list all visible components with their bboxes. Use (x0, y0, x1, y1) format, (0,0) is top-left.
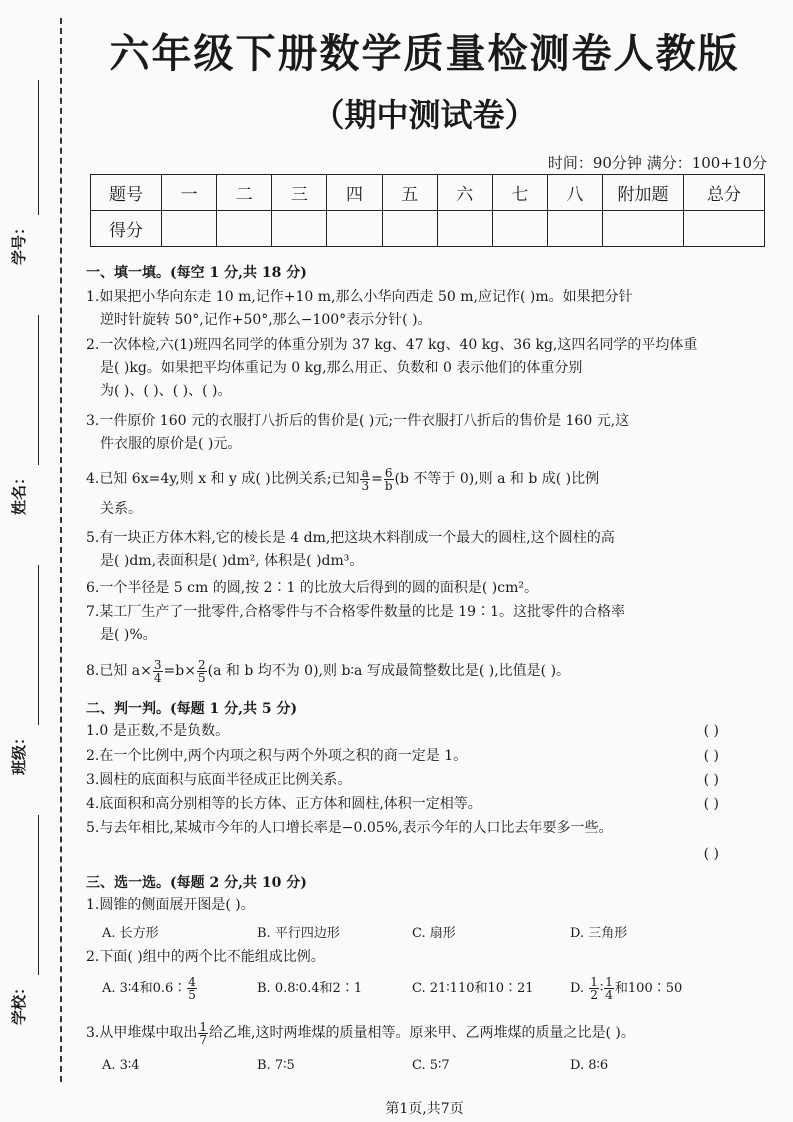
question-line (86, 464, 756, 494)
judge-item-5 (86, 817, 756, 840)
option-text: 和100∶50 (614, 981, 683, 996)
option-a[interactable]: A. 3∶4 (102, 1058, 140, 1073)
question-text: 2.下面( )组中的两个比不能组成比例。 (86, 949, 325, 965)
option-text: D. (570, 981, 585, 996)
fraction-numerator: 1 (605, 975, 613, 989)
question-text: (b 不等于 0),则 a 和 b 成( )比例 (394, 471, 600, 487)
question-text: 3.从甲堆煤中取出 (86, 1025, 198, 1041)
judge-item-3 (86, 769, 756, 792)
exam-info: 时间：90分钟 满分：100+10分 (547, 154, 767, 172)
fraction-denominator: 5 (197, 670, 206, 685)
fraction-1-over-7 (198, 1021, 208, 1046)
answer-paren[interactable]: ( ) (703, 772, 719, 788)
class-label: 班级： (10, 729, 28, 775)
score-table-score-row (91, 211, 765, 247)
choice-question-2 (86, 946, 756, 969)
option-a[interactable]: A. 长方形 (102, 926, 159, 941)
option-d[interactable]: D. 三角形 (570, 926, 628, 941)
question-1-3 (86, 410, 756, 456)
score-cell[interactable] (327, 211, 382, 247)
header-cell: 六 (437, 175, 492, 211)
fraction-numerator: 4 (188, 975, 196, 989)
judge-item-1 (86, 720, 756, 743)
question-text: 件衣服的原价是( )元。 (100, 436, 242, 452)
option-b[interactable]: B. 平行四边形 (257, 926, 340, 941)
student-id-field (8, 80, 48, 280)
header-cell: 二 (217, 175, 272, 211)
fraction-numerator: a (361, 465, 369, 480)
header-cell: 总分 (684, 175, 765, 211)
question-text: 是( )dm,表面积是( )dm², 体积是( )dm³。 (100, 553, 364, 569)
score-cell[interactable] (162, 211, 217, 247)
header-cell: 五 (382, 175, 437, 211)
question-1-8 (86, 656, 756, 686)
score-cell[interactable] (492, 211, 547, 247)
fraction-denominator: 3 (361, 478, 370, 493)
fraction-denominator: 4 (605, 988, 613, 1002)
fraction-denominator: 5 (188, 988, 196, 1002)
question-1-2 (86, 334, 756, 403)
question-text: 给乙堆,这时两堆煤的质量相等。原来甲、乙两堆煤的质量之比是( )。 (209, 1025, 635, 1041)
option-c[interactable]: C. 21∶110和10∶21 (412, 981, 534, 996)
page-footer: 第1页,共7页 (385, 1101, 464, 1117)
question-1-6 (86, 577, 756, 600)
section1-heading: 一、填一填。(每空 1 分,共 18 分) (86, 265, 307, 281)
binding-dashed-line (60, 18, 62, 1082)
option-a[interactable] (102, 974, 198, 1004)
question-text: 为( )、( )、( )、( )。 (100, 383, 232, 399)
score-cell[interactable] (603, 211, 684, 247)
option-c[interactable]: C. 5∶7 (412, 1058, 450, 1073)
question-text: 2.一次体检,六(1)班四名同学的体重分别为 37 kg、47 kg、40 kg、36 kg,这四名同学的平均体重 (86, 337, 698, 353)
fraction-denominator: 7 (199, 1032, 207, 1047)
question-text: 6.一个半径是 5 cm 的圆,按 2∶1 的比放大后得到的圆的面积是( )cm²。 (86, 580, 538, 596)
option-text: A. 3∶4和0.6∶ (102, 981, 187, 996)
question-text: 逆时针旋转 50°,记作+50°,那么−100°表示分针( )。 (100, 312, 432, 328)
score-cell[interactable] (382, 211, 437, 247)
page-title: 六年级下册数学质量检测卷人教版 (109, 30, 740, 77)
fraction-2-over-5 (197, 659, 207, 684)
option-b[interactable]: B. 7∶5 (257, 1058, 295, 1073)
fraction-3-over-4 (153, 659, 163, 684)
header-cell: 一 (162, 175, 217, 211)
class-underline (38, 565, 39, 725)
fraction-numerator: 1 (199, 1019, 207, 1034)
question-text: 4.已知 6x=4y,则 x 和 y 成( )比例关系;已知 (86, 471, 360, 487)
question-text: 5.与去年相比,某城市今年的人口增长率是−0.05%,表示今年的人口比去年要多一些。 (86, 820, 613, 836)
school-label: 学校： (10, 979, 28, 1025)
fraction-numerator: 1 (590, 975, 598, 989)
answer-paren[interactable]: ( ) (703, 723, 719, 739)
header-cell: 附加题 (603, 175, 684, 211)
header-cell: 三 (272, 175, 327, 211)
fraction-denominator: 4 (153, 670, 162, 685)
question-text: 1.0 是正数,不是负数。 (86, 723, 230, 739)
section3-heading: 三、选一选。(每题 2 分,共 10 分) (86, 875, 307, 891)
score-cell[interactable] (437, 211, 492, 247)
question-text: 7.某工厂生产了一批零件,合格零件与不合格零件数量的比是 19∶1。这批零件的合格率 (86, 604, 625, 620)
question-text: 1.圆锥的侧面展开图是( )。 (86, 897, 255, 913)
header-cell: 八 (547, 175, 602, 211)
student-id-label: 学号： (10, 219, 28, 265)
judge-item-4 (86, 793, 756, 816)
school-field (8, 815, 48, 1030)
question-1-5 (86, 527, 756, 573)
section2-heading: 二、判一判。(每题 1 分,共 5 分) (86, 701, 298, 717)
option-c[interactable]: C. 扇形 (412, 926, 456, 941)
fraction-6-over-b (384, 467, 394, 492)
header-cell: 四 (327, 175, 382, 211)
question-text: 8.已知 a× (86, 663, 152, 679)
ratio-sign: ∶ (599, 981, 604, 996)
class-field (8, 565, 48, 785)
fraction-numerator: 3 (153, 657, 162, 672)
header-cell: 题号 (91, 175, 162, 211)
question-text: =b× (163, 663, 196, 679)
question-text: 1.如果把小华向东走 10 m,记作+10 m,那么小华向西走 50 m,应记作( )m。如果把分针 (86, 289, 633, 305)
question-text: 是( )%。 (100, 627, 157, 643)
question-1-4 (86, 464, 756, 521)
answer-paren[interactable]: ( ) (703, 796, 719, 812)
fraction-numerator: 2 (197, 657, 206, 672)
student-id-underline (38, 80, 39, 215)
question-1-1 (86, 286, 756, 332)
question-text: 是( )kg。如果把平均体重记为 0 kg,那么用正、负数和 0 表示他们的体重分别 (100, 360, 583, 376)
answer-paren[interactable]: ( ) (703, 846, 719, 862)
fraction-4-over-5 (187, 976, 197, 1001)
question-line (86, 1018, 756, 1048)
fraction-denominator: b (384, 478, 393, 493)
choice-question-1 (86, 894, 756, 917)
fraction-numerator: 6 (384, 465, 393, 480)
fraction-denominator: 2 (590, 988, 598, 1002)
judge-item-2 (86, 745, 756, 768)
fraction-a-over-3 (360, 467, 370, 492)
score-row-label: 得分 (91, 211, 162, 247)
question-text: 4.底面积和高分别相等的长方体、正方体和圆柱,体积一定相等。 (86, 796, 482, 812)
option-b[interactable]: B. 0.8∶0.4和2∶1 (257, 981, 363, 996)
question-text: 关系。 (100, 501, 142, 517)
score-cell[interactable] (272, 211, 327, 247)
question-text: (a 和 b 均不为 0),则 b∶a 写成最简整数比是( ),比值是( )。 (207, 663, 571, 679)
student-name-label: 姓名： (10, 469, 28, 515)
score-cell[interactable] (684, 211, 765, 247)
question-1-7 (86, 601, 756, 647)
score-cell[interactable] (547, 211, 602, 247)
page-subtitle: （期中测试卷） (312, 96, 537, 134)
student-name-underline (38, 315, 39, 465)
score-table-header-row (91, 175, 765, 211)
equals-sign: = (371, 471, 383, 487)
question-text: 3.圆柱的底面积与底面半径成正比例关系。 (86, 772, 352, 788)
question-text: 2.在一个比例中,两个内项之积与两个外项之积的商一定是 1。 (86, 748, 468, 764)
header-cell: 七 (492, 175, 547, 211)
question-text: 5.有一块正方体木料,它的棱长是 4 dm,把这块木料削成一个最大的圆柱,这个圆柱的高 (86, 530, 615, 546)
score-table (90, 174, 765, 247)
question-text: 3.一件原价 160 元的衣服打八折后的售价是( )元;一件衣服打八折后的售价是 160 元,这 (86, 413, 630, 429)
student-name-field (8, 315, 48, 535)
fraction-1-over-4 (604, 976, 614, 1001)
school-underline (38, 815, 39, 975)
question-line (86, 656, 756, 686)
fraction-1-over-2 (589, 976, 599, 1001)
option-d[interactable] (570, 974, 682, 1004)
choice-question-3 (86, 1018, 756, 1048)
score-cell[interactable] (217, 211, 272, 247)
option-d[interactable]: D. 8∶6 (570, 1058, 609, 1073)
answer-paren[interactable]: ( ) (703, 748, 719, 764)
